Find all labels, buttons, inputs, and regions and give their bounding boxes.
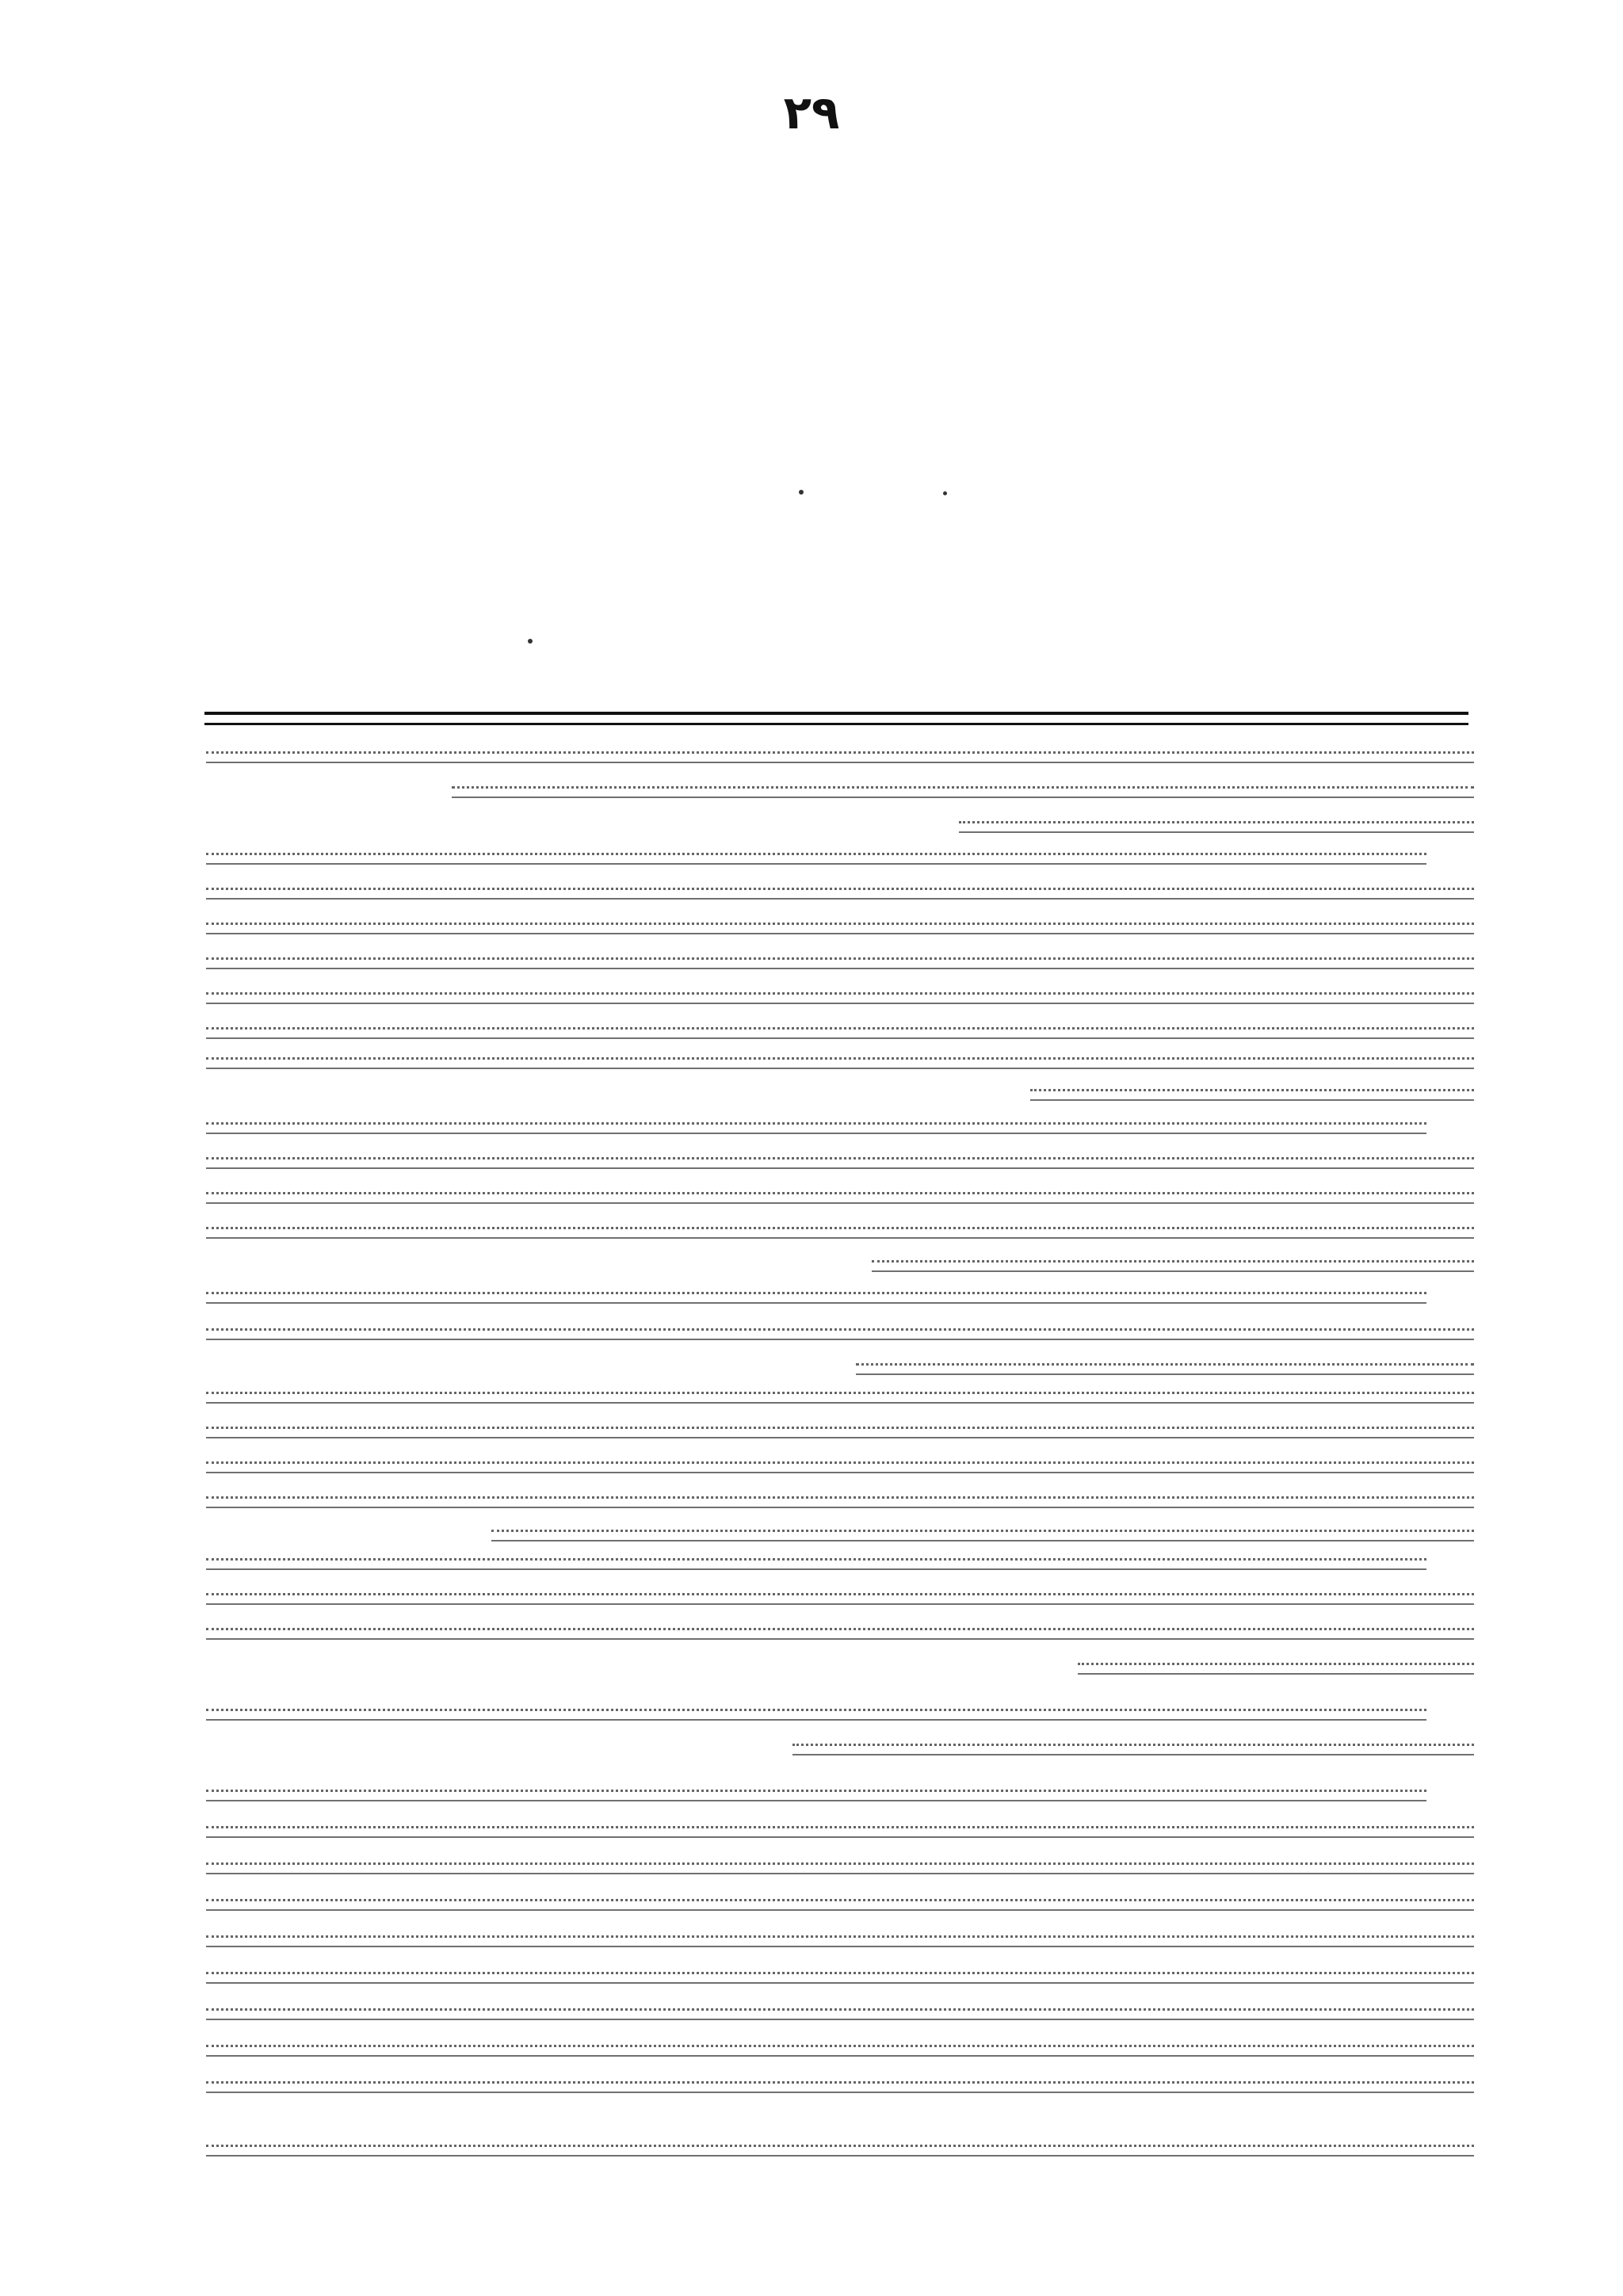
text-line bbox=[206, 2008, 1474, 2020]
speck-mark bbox=[799, 490, 804, 495]
paragraph bbox=[198, 1772, 1474, 2129]
text-line bbox=[206, 1392, 1474, 1404]
text-line bbox=[206, 751, 1474, 763]
text-line bbox=[206, 1157, 1474, 1169]
text-line bbox=[452, 786, 1474, 798]
paragraph bbox=[198, 1542, 1474, 1693]
paragraph bbox=[198, 1106, 1474, 1273]
text-line bbox=[206, 1628, 1474, 1640]
text-line bbox=[206, 1328, 1474, 1340]
text-line bbox=[206, 957, 1474, 969]
text-line bbox=[206, 1790, 1426, 1801]
text-line bbox=[206, 1709, 1426, 1721]
page-number: ۲۹ bbox=[783, 86, 840, 139]
text-line bbox=[206, 1027, 1474, 1039]
text-line bbox=[491, 1530, 1474, 1541]
text-line bbox=[206, 2081, 1474, 2093]
text-line bbox=[206, 1826, 1474, 1838]
text-line bbox=[1078, 1663, 1474, 1675]
text-line bbox=[959, 821, 1474, 833]
text-line bbox=[1030, 1089, 1474, 1101]
text-line bbox=[206, 888, 1474, 900]
text-line bbox=[206, 1558, 1426, 1570]
speck-mark bbox=[943, 491, 947, 495]
text-line bbox=[206, 1496, 1474, 1508]
text-line bbox=[206, 992, 1474, 1004]
paragraph bbox=[198, 2129, 1474, 2192]
text-line bbox=[206, 853, 1426, 865]
text-line bbox=[206, 1899, 1474, 1911]
urdu-text-body bbox=[198, 734, 1474, 2208]
text-line bbox=[206, 1461, 1474, 1473]
text-line bbox=[206, 1593, 1474, 1605]
text-line bbox=[206, 1227, 1474, 1239]
text-line bbox=[206, 1292, 1426, 1304]
text-line bbox=[206, 1057, 1474, 1069]
paragraph bbox=[198, 1376, 1474, 1542]
separator-rule-top bbox=[204, 712, 1468, 715]
text-line bbox=[206, 1122, 1426, 1134]
separator-rule-bottom bbox=[204, 723, 1468, 725]
paragraph bbox=[198, 837, 1474, 1043]
paragraph bbox=[198, 1273, 1474, 1376]
text-line bbox=[206, 1427, 1474, 1438]
text-line bbox=[206, 1935, 1474, 1947]
speck-mark bbox=[528, 639, 533, 644]
text-line bbox=[206, 1972, 1474, 1984]
text-line bbox=[206, 2145, 1474, 2157]
text-line bbox=[792, 1744, 1474, 1755]
text-line bbox=[206, 2045, 1474, 2057]
paragraph bbox=[198, 1693, 1474, 1772]
text-line bbox=[206, 1192, 1474, 1204]
text-line bbox=[206, 923, 1474, 934]
text-line bbox=[206, 1862, 1474, 1874]
text-line bbox=[856, 1363, 1474, 1375]
paragraph bbox=[198, 734, 1474, 837]
paragraph bbox=[198, 1043, 1474, 1106]
text-line bbox=[872, 1260, 1474, 1272]
